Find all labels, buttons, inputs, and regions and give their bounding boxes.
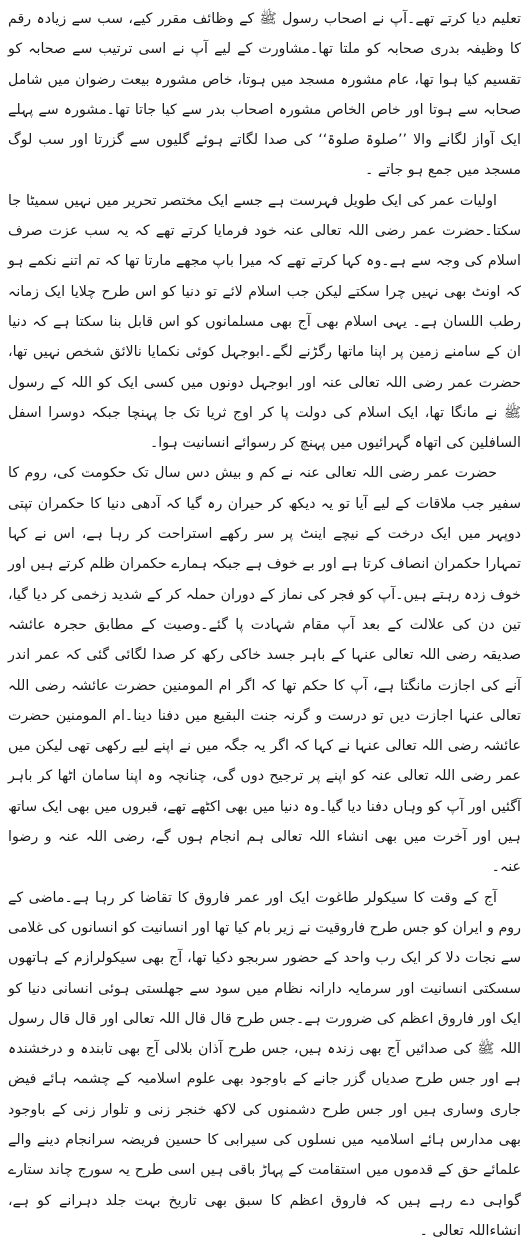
paragraph-4: آج کے وقت کا سیکولر طاغوت ایک اور عمر فاروق کا تقاضا کر رہا ہے۔ماضی کے روم و ایران کو جس طرح فاروقیت نے زیر بام کیا تھا اور انسانیت کو انسانوں کی غلامی سے نجات دلا کر ایک رب واحد کے حضور سربجو دکیا تھا، آج بھی سیکولرازم کے ہاتھوں سسکتی انسانیت اور سرمایہ دارانہ نظام میں سود سے جھلستی ہوئی انسانی دنیا کو ایک اور فاروق اعظم کی ضرورت ہے۔جس طرح قال قال اللہ تعالی اور قال قال رسول اللہ ﷺ کی صدائیں آج بھی زندہ ہیں، جس طرح آذان بلالی آج بھی تابندہ و درخشندہ ہے اور جس طرح صدیاں گزر جانے کے باوجود بھی علوم اسلامیہ کے چشمہ ہائے فیض جاری وساری ہیں اور جس طرح دشمنوں کی لاکھ خنجر زنی و تلوار زنی کے باوجود بھی مدارس ہائے اسلامیہ میں نسلوں کی سیرابی کا حسین فریضہ سرانجام دینے والے علمائے حق کے قدموں میں استقامت کے پہاڑ باقی ہیں اسی طرح یہ سورج چاند ستارے گواہی دے رہے ہیں کہ فاروق اعظم کا سبق بھی تاریخ بہت جلد دہرانے کو ہے، انشاءاللہ تعالی ۔ <box>8 889 521 1239</box>
paragraph-2: اولیات عمر کی ایک طویل فہرست ہے جسے ایک مختصر تحریر میں نہیں سمیٹا جا سکتا۔حضرت عمر رضی اللہ تعالی عنہ خود فرمایا کرتے تھے کہ یہ سب عزت صرف اسلام کی وجہ سے ہے۔وہ کہا کرتے تھے کہ میرا باپ مجھے مارتا تھا کہ تم اتنے نکمے ہو کہ اونٹ بھی نہیں چرا سکتے لیکن جب اسلام لائے تو دنیا کو اس طرح چلایا ایک زمانہ رطب اللسان ہے۔ یہی اسلام بھی آج بھی مسلمانوں کو اس قابل بنا سکتا ہے کہ دنیا ان کے سامنے زمین پر اپنا ماتھا رگڑنے لگے۔ابوجہل کوئی نکمایا نالائق شخص نہیں تھا، حضرت عمر رضی اللہ تعالی عنہ اور ابوجہل دونوں میں کسی ایک کو اللہ کے رسول ﷺ نے مانگا تھا، ایک اسلام کی دولت پا کر اوج ثریا تک جا پہنچا جبکہ دوسرا اسفل السافلین کی اتھاہ گہرائیوں میں پہنچ کر رسوائے انسانیت ہوا۔ <box>8 192 521 452</box>
paragraph-1: تعلیم دیا کرتے تھے۔آپ نے اصحاب رسول ﷺ کے وظائف مقرر کیے، سب سے زیادہ رقم کا وظیفہ بدری صحابہ کو ملتا تھا۔مشاورت کے لیے آپ نے اسی ترتیب سے صحابہ کو تقسیم کیا ہوا تھا، عام مشورہ مسجد میں ہوتا، خاص مشورہ بیعت رضوان میں شامل صحابہ سے ہوتا اور خاص الخاص مشورہ اصحاب بدر سے کیا جاتا تھا۔مشورہ سے پہلے ایک آواز لگانے والا ’’صلوۃ صلوۃ‘‘ کی صدا لگاتے ہوئے گلیوں سے گزرتا اور سب لوگ مسجد میں جمع ہو جاتے ۔ <box>8 11 521 179</box>
paragraph-3: حضرت عمر رضی اللہ تعالی عنہ نے کم و بیش دس سال تک حکومت کی، روم کا سفیر جب ملاقات کے لیے آیا تو یہ دیکھ کر حیران رہ گیا کہ آدھی دنیا کا حکمران تپتی دوپہر میں ایک درخت کے نیچے اینٹ پر سر رکھے استراحت کر رہا ہے، اس نے کہا تمہارا حکمران انصاف کرتا ہے اور بے خوف ہے جبکہ ہمارے حکمران ظلم کرتے ہیں اور خوف زدہ رہتے ہیں۔آپ کو فجر کی نماز کے دوران حملہ کر کے شدید زخمی کر دیا گیا، تین دن کی علالت کے بعد آپ مقام شہادت پا گئے۔وصیت کے مطابق حجرہ عائشہ صدیقہ رضی اللہ تعالی عنہا کے باہر جسد خاکی رکھ کر صدا لگائی گئی کہ عمر اندر آنے کی اجازت مانگتا ہے، آپ کا حکم تھا کہ اگر ام المومنین حضرت عائشہ رضی اللہ تعالی عنہا اجازت دیں تو درست و گرنہ جنت البقیع میں دفنا دینا۔ام المومنین حضرت عائشہ رضی اللہ تعالی عنہا نے کہا کہ اگر یہ جگہ میں نے اپنے لیے رکھی تھی لیکن میں عمر رضی اللہ تعالی عنہ کو اپنے پر ترجیح دوں گی، چنانچہ وہ اپنا سامان اٹھا کر باہر آگئیں اور آپ کو وہاں دفنا دیا گیا۔وہ دنیا میں بھی اکٹھے تھے، قبروں میں بھی ایک ساتھ ہیں اور آخرت میں بھی انشاء اللہ تعالی ہم انجام ہوں گے، رضی اللہ عنہ و رضوا عنہ۔ <box>8 465 521 876</box>
